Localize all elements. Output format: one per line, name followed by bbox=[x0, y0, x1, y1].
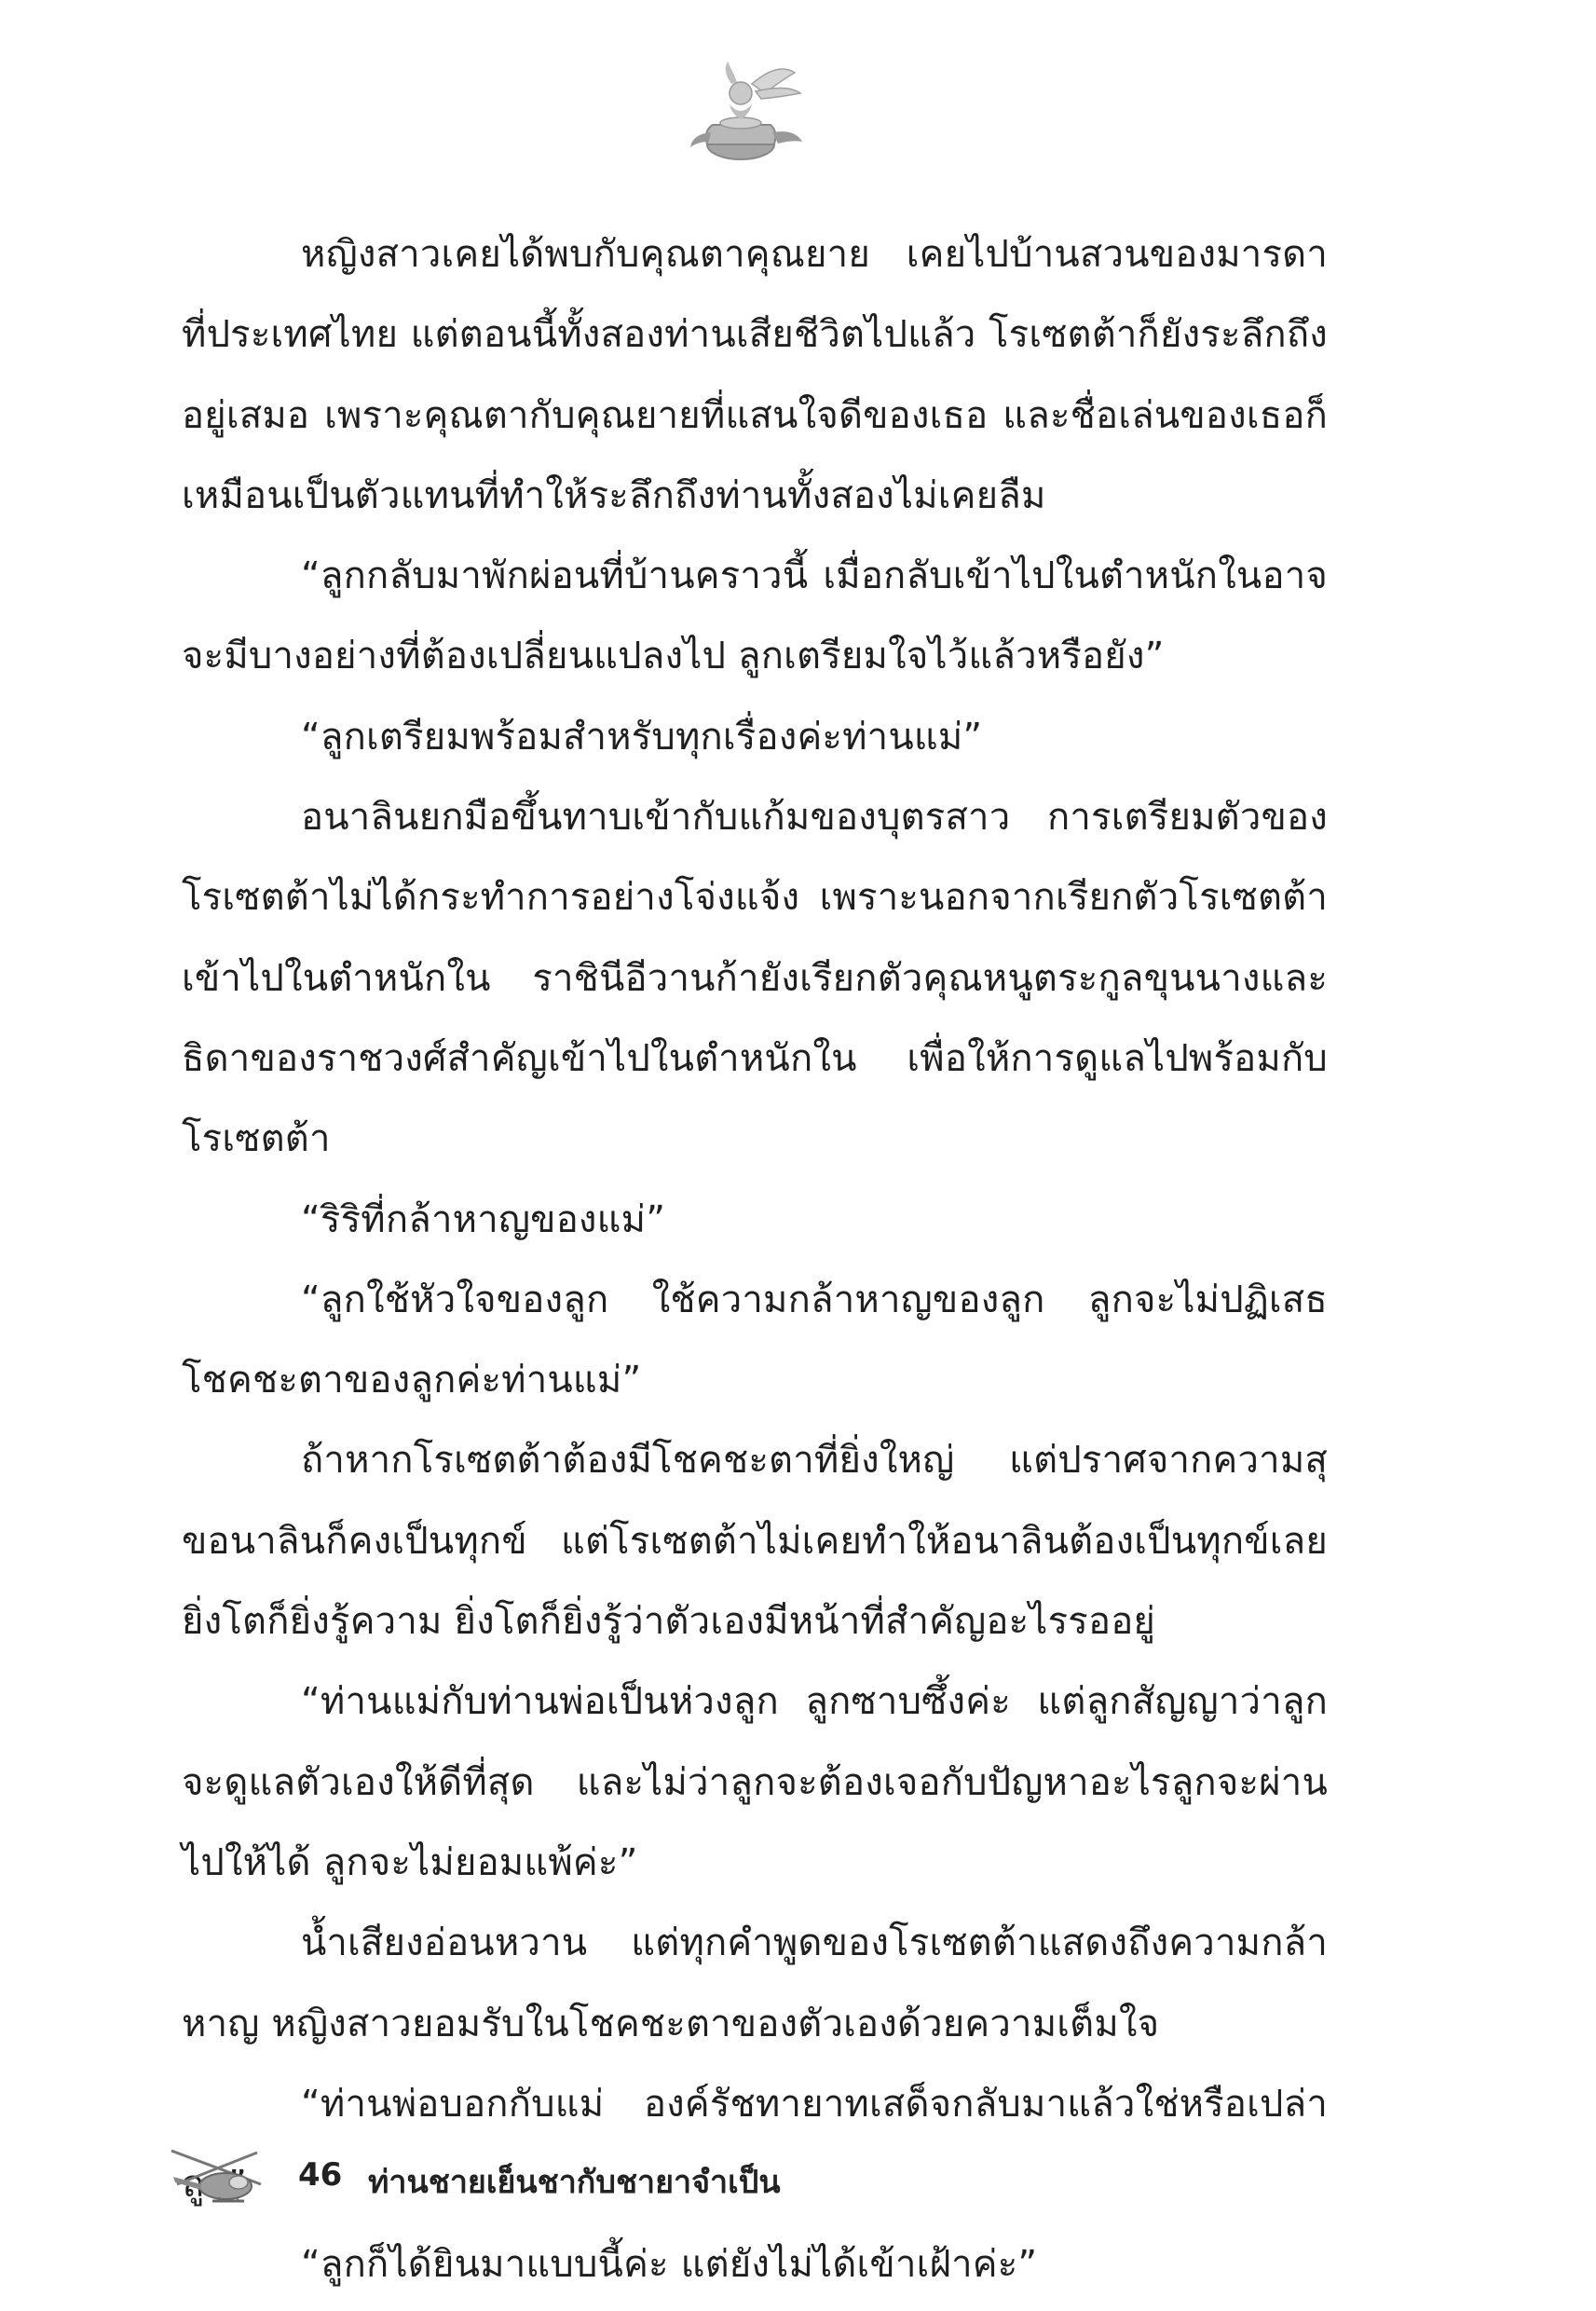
helicopter-icon bbox=[168, 2143, 270, 2208]
paragraph: “ลูกเตรียมพร้อมสำหรับทุกเรื่องค่ะท่านแม่” bbox=[301, 715, 983, 759]
paragraph: “ลูกกลับมาพักผ่อนที่บ้านคราวนี้ เมื่อกลับเข้าไปในตำหนักในอาจจะมีบางอย่างที่ต้องเปลี่ยนแปลงไป ลูกเตรียมใจไว้แล้วหรือยัง” bbox=[182, 554, 1328, 678]
book-title: ท่านชายเย็นชากับชายาจำเป็น bbox=[368, 2164, 781, 2201]
paragraph: “ท่านแม่กับท่านพ่อเป็นห่วงลูก ลูกซาบซึ้งค่ะ แต่ลูกสัญญาว่าลูกจะดูแลตัวเองให้ดีที่สุด และไม่ว่าลูกจะต้องเจอกับปัญหาอะไรลูกจะผ่านไปให้ได้ ลูกจะไม่ยอมแพ้ค่ะ” bbox=[182, 1680, 1328, 1884]
paragraph: หญิงสาวเคยได้พบกับคุณตาคุณยาย เคยไปบ้านสวนของมารดาที่ประเทศไทย แต่ตอนนี้ทั้งสองท่านเสียชีวิตไปแล้ว โรเซตต้าก็ยังระลึกถึงอยู่เสมอ เพราะคุณตากับคุณยายที่แสนใจดีของเธอ และชื่อเล่นของเธอก็เหมือนเป็นตัวแทนที่ทำให้ระลึกถึงท่านทั้งสองไม่เคยลืม bbox=[182, 233, 1328, 517]
cupid-teapot-ornament-icon bbox=[685, 56, 815, 168]
paragraph: “ท่านพ่อบอกกับแม่ องค์รัชทายาทเสด็จกลับมาแล้วใช่หรือเปล่า bbox=[301, 2082, 1328, 2126]
page-footer bbox=[168, 2143, 1006, 2218]
body-text bbox=[182, 214, 1328, 2305]
page-number: 46 bbox=[298, 2156, 343, 2194]
paragraph: “ลูกใช้หัวใจของลูก ใช้ความกล้าหาญของลูก ลูกจะไม่ปฏิเสธโชคชะตาของลูกค่ะท่านแม่” bbox=[182, 1278, 1328, 1402]
paragraph: ถ้าหากโรเซตต้าต้องมีโชคชะตาที่ยิ่งใหญ่ แต่ปราศจากความสุขอนาลินก็คงเป็นทุกข์ แต่โรเซตต้าไม่เคยทำให้อนาลินต้องเป็นทุกข์เลย ยิ่งโตก็ยิ่งรู้ความ ยิ่งโตก็ยิ่งรู้ว่าตัวเองมีหน้าที่สำคัญอะไรรออยู่ bbox=[182, 1439, 1328, 1644]
paragraph: “ริริที่กล้าหาญของแม่” bbox=[301, 1197, 666, 1241]
paragraph: “ลูกก็ได้ยินมาแบบนี้ค่ะ แต่ยังไม่ได้เข้าเฝ้าค่ะ” bbox=[301, 2243, 1038, 2287]
paragraph: อนาลินยกมือขึ้นทาบเข้ากับแก้มของบุตรสาว การเตรียมตัวของโรเซตต้าไม่ได้กระทำการอย่างโจ่งแจ้ง เพราะนอกจากเรียกตัวโรเซตต้าเข้าไปในตำหนักใน ราชินีอีวานก้ายังเรียกตัวคุณหนูตระกูลขุนนางและธิดาของราชวงศ์สำคัญเข้าไปในตำหนักใน เพื่อให้การดูแลไปพร้อมกับโรเซตต้า bbox=[182, 796, 1328, 1161]
paragraph: น้ำเสียงอ่อนหวาน แต่ทุกคำพูดของโรเซตต้าแสดงถึงความกล้าหาญ หญิงสาวยอมรับในโชคชะตาของตัวเองด้วยความเต็มใจ bbox=[182, 1921, 1328, 2045]
